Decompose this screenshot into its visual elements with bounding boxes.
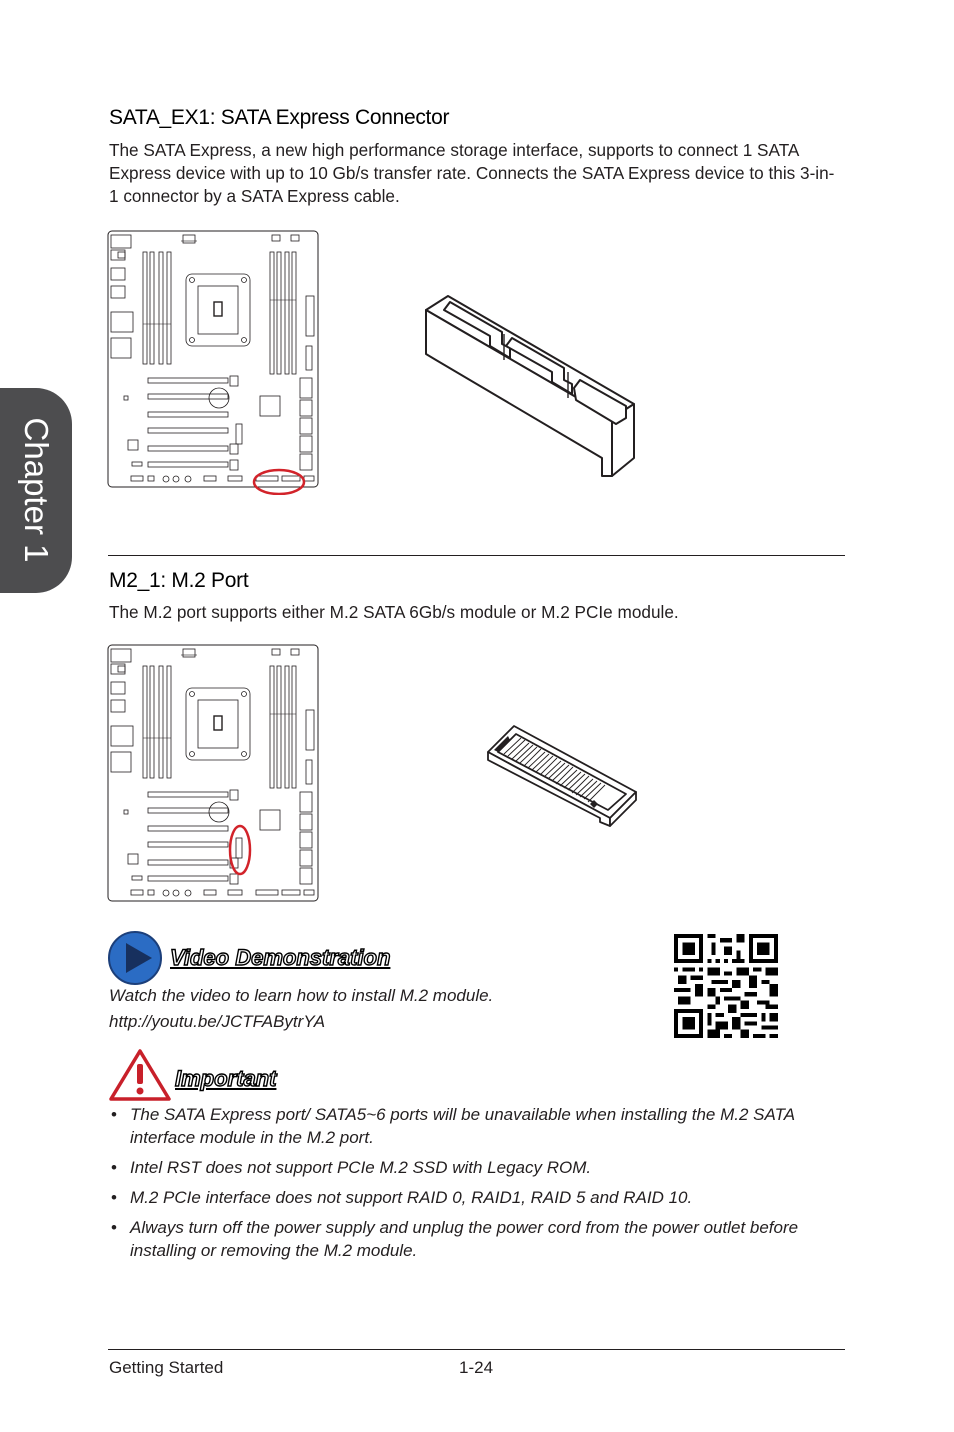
qr-code[interactable] <box>674 934 778 1038</box>
footer-page-number: 1-24 <box>459 1358 494 1377</box>
sata-heading: SATA_EX1: SATA Express Connector <box>109 106 450 129</box>
footer-rule <box>108 1349 845 1350</box>
section-divider <box>108 555 845 556</box>
m2-body: The M.2 port supports either M.2 SATA 6Gb/s module or M.2 PCIe module. <box>109 602 679 622</box>
important-list <box>108 1103 848 1269</box>
important-item: • M.2 PCIe interface does not support RAID 0, RAID1, RAID 5 and RAID 10. <box>108 1186 848 1209</box>
sata-body: The SATA Express, a new high performance storage interface, supports to connect 1 SATA Express device with up to 10 Gb/s transfer rate. Connects the SATA Express device to this 3-in-1 connector by a SATA Express cable. <box>109 140 835 206</box>
important-item: • Always turn off the power supply and unplug the power cord from the power outlet before installing or removing the M.2 module. <box>108 1216 848 1262</box>
important-item: • The SATA Express port/ SATA5~6 ports will be unavailable when installing the M.2 SATA interface module in the M.2 port. <box>108 1103 848 1149</box>
video-demonstration-title: Video Demonstration <box>170 945 391 970</box>
m2-heading: M2_1: M.2 Port <box>109 569 249 592</box>
video-url-link[interactable]: http://youtu.be/JCTFABytrYA <box>109 1012 326 1031</box>
motherboard-diagram-m2 <box>104 642 324 904</box>
motherboard-diagram-sata <box>104 228 324 495</box>
important-title: Important <box>175 1066 277 1091</box>
sata-express-highlight <box>254 470 304 494</box>
video-instruction: Watch the video to learn how to install M.2 module. <box>109 986 494 1005</box>
warning-icon <box>108 1048 172 1102</box>
chapter-tab-label: Chapter 1 <box>18 417 55 563</box>
video-play-icon[interactable] <box>106 929 164 987</box>
m2-slot-highlight <box>230 826 250 874</box>
chapter-tab <box>0 388 72 593</box>
m2-connector-drawing <box>480 718 642 830</box>
important-item: • Intel RST does not support PCIe M.2 SSD with Legacy ROM. <box>108 1156 848 1179</box>
sata-express-connector-drawing <box>420 290 645 480</box>
footer-section-name: Getting Started <box>109 1358 224 1377</box>
